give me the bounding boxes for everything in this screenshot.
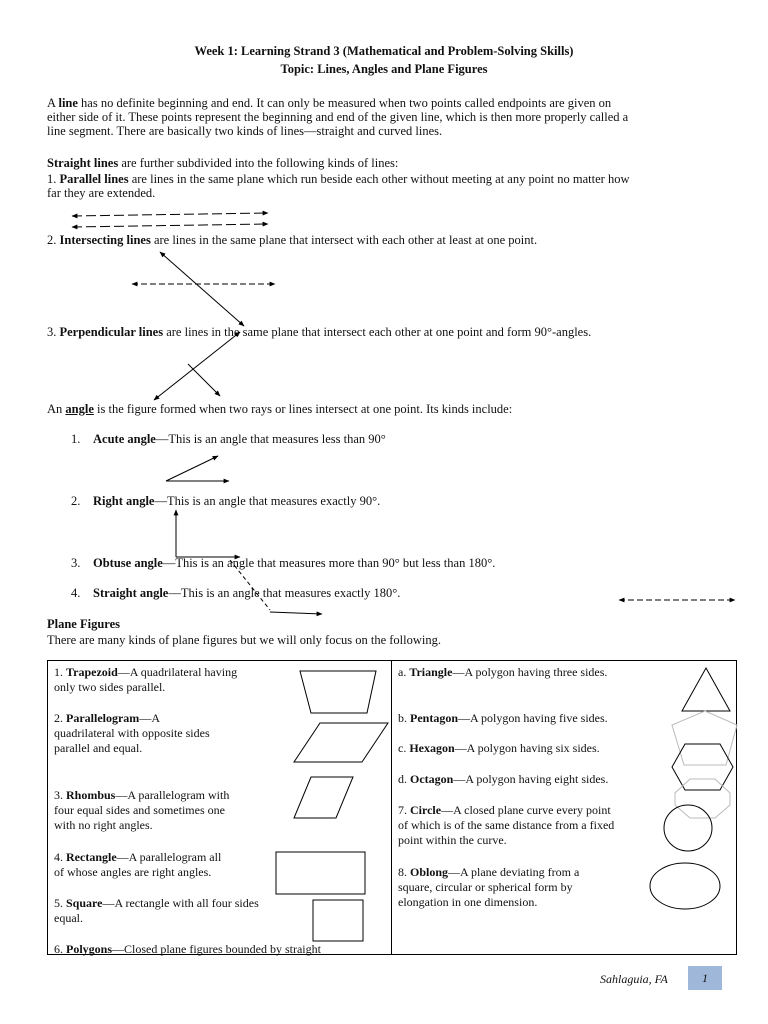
perpendicular-line-2 xyxy=(188,364,220,396)
circle-shape xyxy=(664,805,712,851)
oblong-def: 8. Oblong—A plane deviating from a square, circular or spherical form by elongation in one dimension. xyxy=(398,865,580,909)
perpendicular-line-1 xyxy=(154,332,240,400)
square-shape xyxy=(313,900,363,941)
hexagon-shape xyxy=(672,744,733,790)
rectangle-def: 4. Rectangle—A parallelogram all of whose angles are right angles. xyxy=(54,850,222,879)
right-angle-def: Right angle—This is an angle that measures exactly 90°. xyxy=(93,494,381,508)
octagon-shape xyxy=(675,779,730,818)
intro-line-1: A line has no definite beginning and end. It can only be measured when two points called endpoints are given on xyxy=(47,96,612,110)
plane-figures-intro: There are many kinds of plane figures but we will only focus on the following. xyxy=(47,633,442,647)
parallel-line-1 xyxy=(72,213,268,216)
triangle-def: a. Triangle—A polygon having three sides. xyxy=(398,665,608,679)
intro-line-2: either side of it. These points represent the beginning and end of the given line, which is then more properly called a xyxy=(47,110,629,124)
straight-angle-def: Straight angle—This is an angle that measures exactly 180°. xyxy=(93,586,401,600)
parallel-lines-text: 1. Parallel lines are lines in the same plane which run beside each other without meeting at any point no matter how xyxy=(47,172,630,186)
obtuse-angle-def: Obtuse angle—This is an angle that measures more than 90° but less than 180°. xyxy=(93,556,496,570)
parallel-lines-text-2: far they are extended. xyxy=(47,186,156,200)
circle-def: 7. Circle—A closed plane curve every point of which is of the same distance from a fixed point within the curve. xyxy=(398,803,615,847)
rhombus-shape xyxy=(294,777,353,818)
square-def: 5. Square—A rectangle with all four sides equal. xyxy=(54,896,259,925)
term-line: line xyxy=(58,96,78,110)
parallelogram-shape xyxy=(294,723,388,762)
intro-line-3: line segment. There are basically two kinds of lines—straight and curved lines. xyxy=(47,124,443,138)
angle-intro: An angle is the figure formed when two rays or lines intersect at one point. Its kinds include: xyxy=(47,402,513,416)
hexagon-def: c. Hexagon—A polygon having six sides. xyxy=(398,741,600,755)
obtuse-angle-ray-2 xyxy=(270,612,322,614)
page-number: 1 xyxy=(688,966,722,990)
perpendicular-lines-text: 3. Perpendicular lines are lines in the same plane that intersect each other at one point and form 90°-angles. xyxy=(47,325,592,339)
title-line-2: Topic: Lines, Angles and Plane Figures xyxy=(280,62,488,76)
straight-lines-intro: Straight lines are further subdivided into the following kinds of lines: xyxy=(47,156,399,170)
acute-angle-def: Acute angle—This is an angle that measures less than 90° xyxy=(93,432,386,446)
rectangle-shape xyxy=(276,852,365,894)
intersecting-line-diagonal xyxy=(160,252,244,326)
acute-angle-text: 1. xyxy=(71,432,81,446)
right-angle-num: 2. xyxy=(71,494,81,508)
trapezoid-def: 1. Trapezoid—A quadrilateral having only two sides parallel. xyxy=(54,665,238,694)
oblong-shape xyxy=(650,863,720,909)
triangle-shape xyxy=(682,668,730,711)
obtuse-angle-ray-1 xyxy=(230,560,270,610)
intersecting-lines-text: 2. Intersecting lines are lines in the same plane that intersect with each other at least at one point. xyxy=(47,233,538,247)
obtuse-angle-num: 3. xyxy=(71,556,81,570)
octagon-def: d. Octagon—A polygon having eight sides. xyxy=(398,772,609,786)
polygons-def: 6. Polygons—Closed plane figures bounded by straight xyxy=(54,942,321,956)
author-name: Sahlaguia, FA xyxy=(600,972,668,986)
pentagon-def: b. Pentagon—A polygon having five sides. xyxy=(398,711,608,725)
title-line-1: Week 1: Learning Strand 3 (Mathematical and Problem-Solving Skills) xyxy=(194,44,574,58)
plane-figures-heading: Plane Figures xyxy=(47,617,121,631)
rhombus-def: 3. Rhombus—A parallelogram with four equal sides and sometimes one with no right angles. xyxy=(54,788,230,832)
parallel-line-2 xyxy=(72,224,268,227)
straight-angle-num: 4. xyxy=(71,586,81,600)
parallelogram-def: 2. Parallelogram—A quadrilateral with opposite sides parallel and equal. xyxy=(54,711,210,755)
acute-angle-ray-1 xyxy=(166,456,218,481)
trapezoid-shape xyxy=(300,671,376,713)
